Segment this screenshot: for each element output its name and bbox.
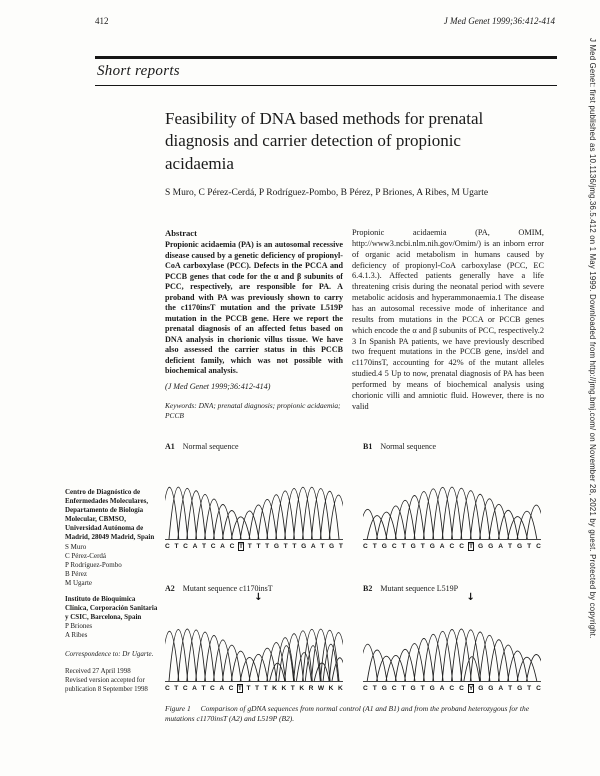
sequence-letter: T — [401, 543, 406, 550]
mutation-arrow-icon: ↓ — [254, 592, 263, 603]
chromatogram-trace — [363, 453, 541, 540]
page-number: 412 — [95, 16, 109, 26]
sequence-letter: T — [527, 685, 532, 692]
sequence-letter: T — [507, 543, 512, 550]
sequence-letter: K — [299, 685, 305, 692]
journal-reference: J Med Genet 1999;36:412-414 — [443, 16, 555, 26]
sequence-letter: T — [527, 543, 532, 550]
section-rule-block — [95, 56, 557, 86]
sequence-letter: T — [292, 543, 297, 550]
sequence-letter: C — [228, 685, 234, 692]
sequence-letter: W — [317, 685, 325, 692]
sequence-letter: T — [401, 685, 406, 692]
sequence-letter: C — [391, 543, 397, 550]
sequence-letter: T — [237, 685, 242, 692]
sequence-letter: C — [165, 543, 170, 550]
sequence-letter: T — [265, 543, 270, 550]
margin-column — [65, 488, 159, 695]
sequence-letter: C — [536, 543, 541, 550]
sequence-letter: G — [516, 543, 523, 550]
sequence-letter: K — [272, 685, 277, 692]
sequence-letter: C — [210, 685, 215, 692]
sequence-letter: G — [410, 685, 416, 692]
sequence-letter: T — [338, 543, 343, 550]
figure-caption — [165, 704, 543, 724]
sequence-letter: T — [372, 685, 377, 692]
sequence-letter: C — [449, 543, 455, 550]
affiliation-1-names — [65, 543, 159, 588]
sequence-letter: G — [381, 685, 387, 692]
sequence-letter: T — [247, 543, 252, 550]
sequence-letters — [363, 543, 541, 550]
abstract-body: Propionic acidaemia (PA) is an autosomal recessive disease caused by a genetic deficiency of propionyl-CoA carboxylase (PCC). Defects in the PCCA and PCCB genes that code for the α and β subunits of PCC, respectively, are responsible for PA. A proband with PA was previously shown to carry the c1170insT mutation and the private L519P mutation in the PCCB gene. Here we report the prenatal diagnosis of an affected fetus based on DNA analysis in chorionic villus tissue. We have also assessed the carrier status in this PCCB deficient family, which was not possible with biochemical analysis. — [165, 240, 343, 376]
received-date: Received 27 April 1998 — [65, 667, 131, 675]
mutation-arrow-icon: ↓ — [466, 592, 475, 603]
sequence-letter: T — [256, 543, 261, 550]
sequence-letter: G — [410, 543, 416, 550]
sequence-letter: C — [210, 543, 216, 550]
sequence-letter: T — [174, 543, 179, 550]
sequence-letter: C — [182, 685, 188, 692]
sequence-letter: T — [420, 685, 425, 692]
sequence-letter: C — [363, 685, 368, 692]
sequence-letter: A — [220, 543, 225, 550]
sequence-letter: G — [381, 543, 387, 550]
sequence-letter: C — [183, 543, 188, 550]
revised-date: Revised version accepted for publication 8 September 1998 — [65, 676, 148, 693]
sequence-letter: G — [478, 685, 484, 692]
sequence-letters — [165, 685, 343, 692]
sequence-letter: T — [239, 543, 244, 550]
chromatogram-panel-B1 — [363, 442, 543, 550]
sequence-letter: G — [478, 543, 484, 550]
sequence-letter: G — [429, 685, 435, 692]
chromatogram-trace — [165, 453, 343, 540]
sequence-letter: Y — [468, 685, 474, 692]
sequence-letter: T — [202, 543, 207, 550]
sequence-letter: G — [488, 685, 494, 692]
panel-label: A1 Normal sequence — [165, 442, 239, 451]
sequence-letter: G — [517, 685, 523, 692]
sequence-letter: G — [488, 543, 494, 550]
copyright-strip-text: J Med Genet: first published as 10.1136/jmg.36.5.412 on 1 May 1999. Downloaded from http://jmg.bmj.com/ on November 28, 2021 by guest. Protected by copyright. — [588, 38, 597, 639]
author-name: P Briones — [65, 622, 93, 631]
figure-panels — [165, 442, 545, 692]
author-name: A Ribes — [65, 631, 88, 640]
sequence-letter: C — [229, 543, 235, 550]
sequence-letter: C — [363, 543, 368, 550]
sequence-letter: A — [498, 543, 503, 550]
sequence-letter: K — [328, 685, 334, 692]
sequence-letter: G — [329, 543, 335, 550]
sequence-letter: A — [498, 685, 504, 692]
sequence-letter: C — [391, 685, 397, 692]
body-text-column: Propionic acidaemia (PA, OMIM, http://www3.ncbi.nlm.nih.gov/Omim/) is an inborn error of organic acid metabolism in humans caused by deficiency of propionyl-CoA carboxylase (PCC, EC 6.4.1.3.). Affected patients generally have a life threatening crisis during the neonatal period with severe metabolic acidosis and hyperammonaemia.1 The disease has an autosomal recessive mode of inheritance and results from mutations in the PCCA or PCCB genes which encode the α and β subunits of PCC, respectively.2 3 In Spanish PA patients, we have previously described two frequent mutations in the PCCB gene, ins/del and c1170insT, accounting for 42% of the mutant alleles studied.4 5 Up to now, prenatal diagnosis of PA has been performed by means of biochemical analysis using chorionic villi and amniotic fluid. However, there is no valid — [352, 228, 544, 411]
panel-label: A2 Mutant sequence c1170insT — [165, 584, 273, 593]
keywords-line: Keywords: DNA; prenatal diagnosis; propionic acidaemia; PCCB — [165, 401, 341, 421]
figure-1 — [165, 442, 545, 724]
article-title: Feasibility of DNA based methods for prenatal diagnosis and carrier detection of propionic acidaemia — [165, 109, 484, 173]
sequence-letter: K — [337, 685, 343, 692]
sequence-letter: T — [320, 543, 325, 550]
page-header — [95, 16, 555, 26]
sequence-letter: T — [469, 543, 474, 550]
correspondence-note: Correspondence to: Dr Ugarte. — [65, 649, 154, 658]
sequence-letter: C — [459, 543, 465, 550]
figure-caption-label: Figure 1 — [165, 704, 191, 713]
sequence-letter: T — [201, 685, 206, 692]
chromatogram-panel-B2 — [363, 584, 543, 692]
affiliation-2-names — [65, 622, 159, 640]
sequence-letter: A — [192, 685, 197, 692]
sequence-letter: T — [508, 685, 513, 692]
chromatogram-panel-A2 — [165, 584, 345, 692]
sequence-letter: T — [255, 685, 260, 692]
sequence-letter: G — [429, 543, 435, 550]
author-name: M Ugarte — [65, 578, 93, 587]
figure-caption-text: Comparison of gDNA sequences from normal control (A1 and B1) and from the proband heterozygous for the mutations c1170insT (A2) and L519P (B2). — [165, 704, 530, 723]
author-name: P Rodríguez-Pombo — [65, 560, 122, 569]
sequence-letter: C — [536, 685, 541, 692]
sequence-letter: T — [290, 685, 295, 692]
sequence-letter: C — [165, 685, 170, 692]
abstract-citation: (J Med Genet 1999;36:412-414) — [165, 381, 271, 391]
sequence-letter: C — [449, 685, 455, 692]
sequence-letter: A — [192, 543, 198, 550]
author-name: B Pérez — [65, 569, 87, 578]
sequence-letter: G — [301, 543, 307, 550]
sequence-letter: K — [281, 685, 287, 692]
sequence-letters — [363, 685, 541, 692]
sequence-letter: G — [273, 543, 279, 550]
author-name: S Muro — [65, 542, 87, 551]
sequence-letter: A — [439, 543, 445, 550]
author-line: S Muro, C Pérez-Cerdá, P Rodríguez-Pombo, B Pérez, P Briones, A Ribes, M Ugarte — [165, 188, 489, 198]
sequence-letters — [165, 543, 343, 550]
section-label: Short reports — [97, 63, 180, 79]
copyright-strip — [585, 0, 600, 776]
sequence-letter: T — [174, 685, 179, 692]
sequence-letter: R — [308, 685, 314, 692]
panel-label: B1 Normal sequence — [363, 442, 437, 451]
chromatogram-panel-A1 — [165, 442, 345, 550]
affiliation-2: Instituto de Bioquímica Clínica, Corporación Sanitaria y CSIC, Barcelona, Spain — [65, 595, 158, 622]
author-name: C Pérez-Cerdá — [65, 551, 107, 560]
chromatogram-trace — [363, 592, 541, 682]
chromatogram-trace — [165, 592, 343, 682]
abstract-heading: Abstract — [165, 228, 197, 238]
sequence-letter: T — [283, 543, 288, 550]
sequence-letter: C — [459, 685, 464, 692]
sequence-letter: A — [310, 543, 316, 550]
sequence-letter: T — [246, 685, 251, 692]
affiliation-1: Centro de Diagnóstico de Enfermedades Moleculares, Departamento de Biología Molecular, CBMSO, Universidad Autónoma de Madrid, 28049 Madrid, Spain — [65, 488, 155, 542]
sequence-letter: A — [219, 685, 225, 692]
sequence-letter: T — [372, 543, 377, 550]
abstract-column — [165, 228, 343, 421]
sequence-letter: T — [420, 543, 425, 550]
sequence-letter: A — [439, 685, 445, 692]
sequence-letter: T — [263, 685, 268, 692]
panel-label: B2 Mutant sequence L519P — [363, 584, 459, 593]
